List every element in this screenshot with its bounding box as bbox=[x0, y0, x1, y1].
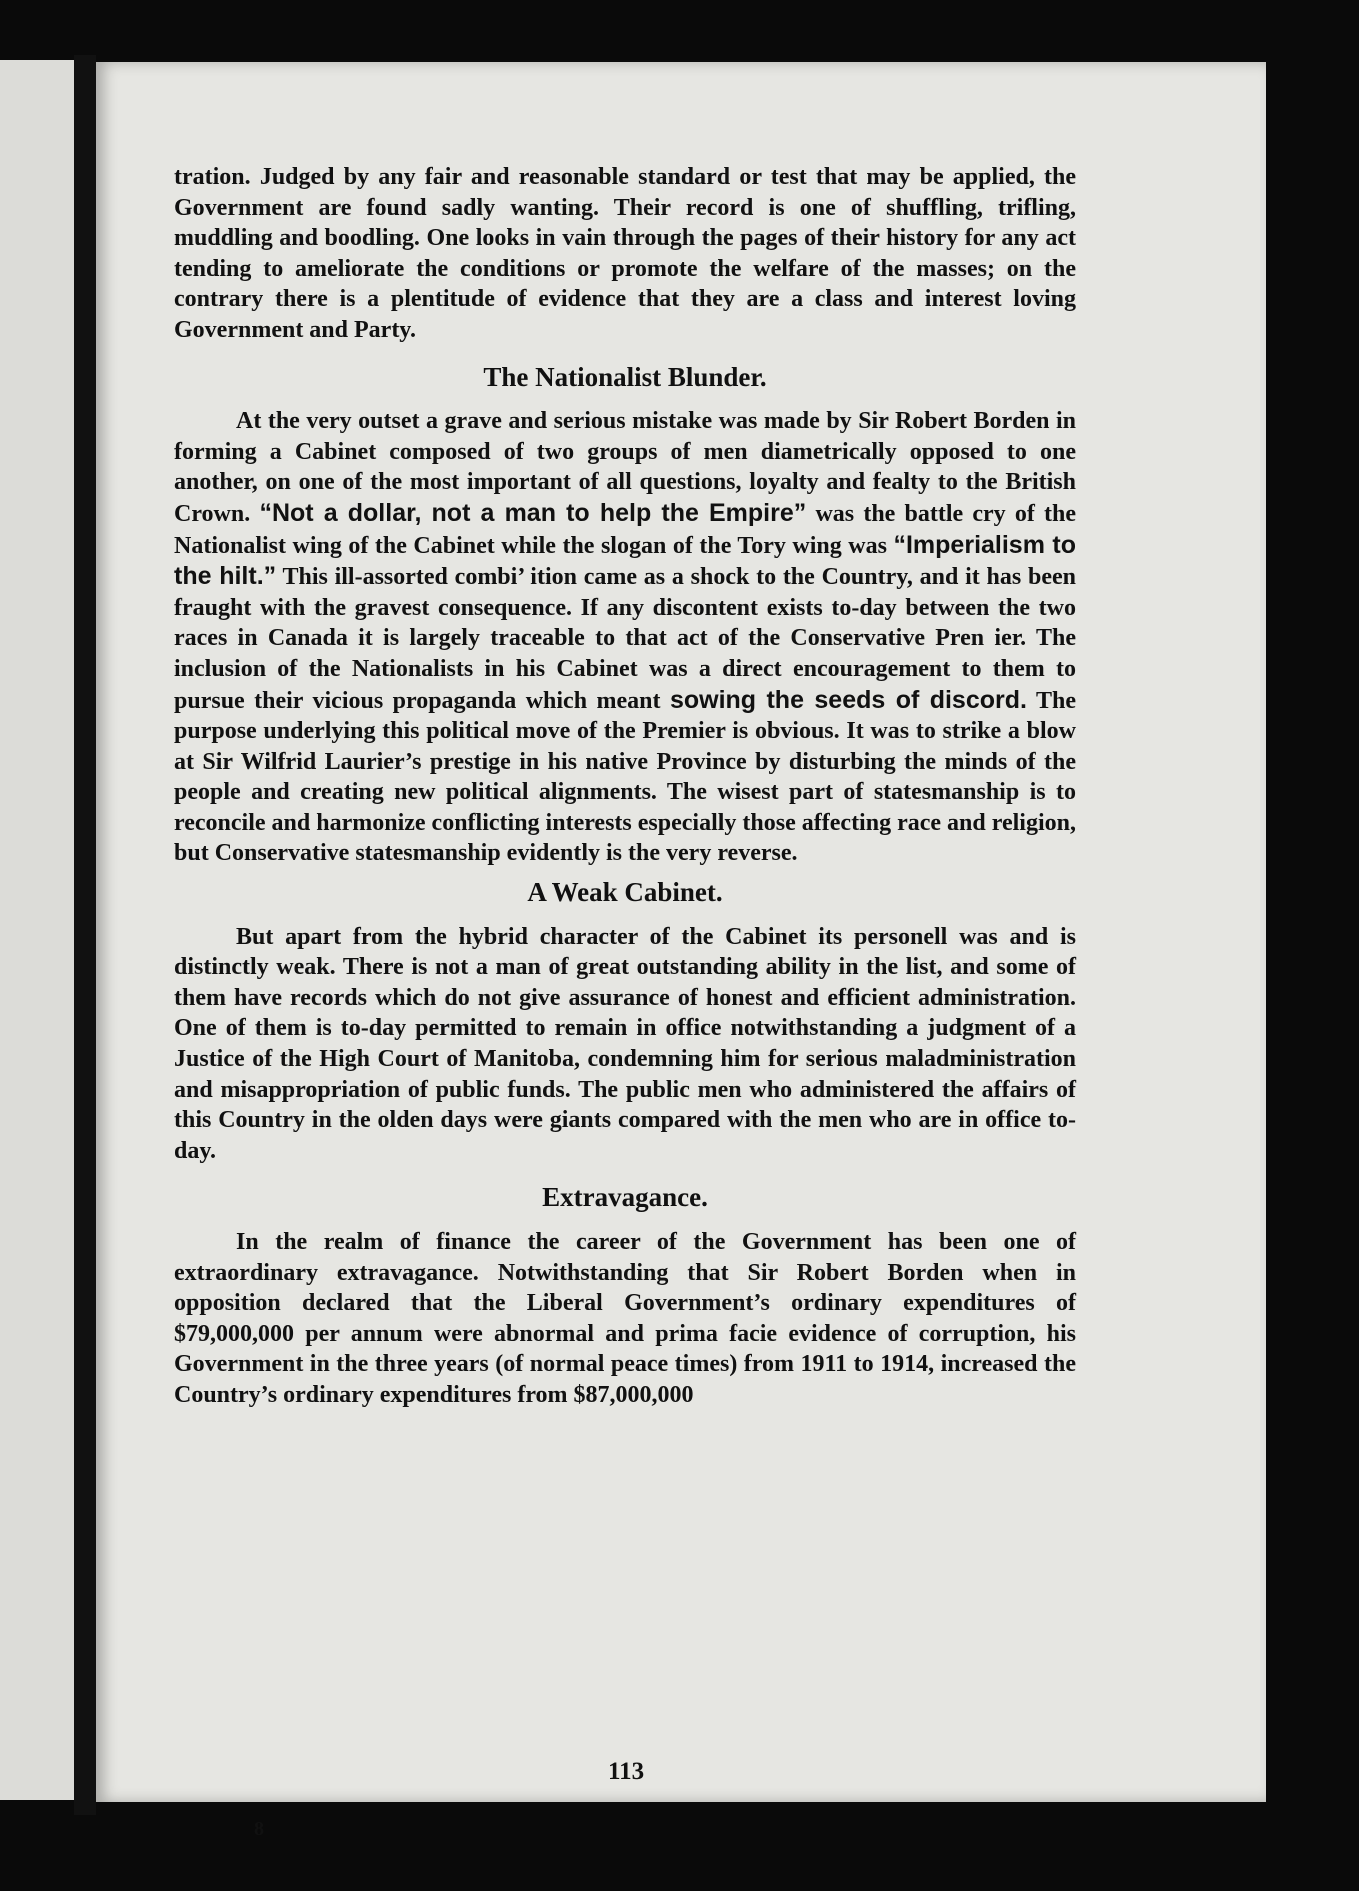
paragraph-1: tration. Judged by any fair and reasonable standard or test that may be applied, the Government are found sadly wanting. Their record is one of shuffling, trifling, muddling and boodling. One looks in vain through the pages of their history for any act tending to ameliorate the conditions or promote the welfare of the masses; on the contrary there is a plentitude of evidence that they are a class and interest loving Government and Party. bbox=[174, 164, 1076, 343]
heading-nationalist-blunder: The Nationalist Blunder. bbox=[483, 361, 767, 392]
paragraph-2-part-3: This ill-assorted combi’ ition came as a shock to the Country, and it has been fraught with the gravest consequence. If any discontent exists to-day between the two races in Canada it is largely traceable to that act of the Conservative Pren ier. The inclusion of the Nationalists in his Cabinet was a direct encouragement to them to pursue their vicious propaganda which meant bbox=[174, 564, 1076, 714]
page-number: 113 bbox=[608, 1758, 645, 1785]
nationalist-slogan: “Not a dollar, not a man to help the Empire” bbox=[259, 498, 807, 527]
paragraph-2-part-4: The purpose underlying this political move of the Premier is obvious. It was to strike a blow at Sir Wilfrid Laurier’s prestige in his native Province by disturbing the minds of the people and creating new political alignments. The wisest part of statesmanship is to reconcile and harmonize conflicting interests especially those affecting race and religion, but Conservative statesmanship evidently is the very reverse. bbox=[174, 687, 1076, 867]
discord-emphasis: sowing the seeds of discord. bbox=[669, 685, 1027, 714]
paragraph-3: But apart from the hybrid character of the Cabinet its personell was and is distinctly weak. There is not a man of great outstanding ability in the list, and some of them have records which do not give assurance of honest and efficient administration. One of them is to-day permitted to remain in office notwithstanding a judgment of a Justice of the High Court of Manitoba, condemning him for serious maladministration and misappropriation of public funds. The public men who administered the affairs of this Country in the olden days were giants compared with the men who are in office to-day. bbox=[174, 923, 1076, 1164]
paragraph-2-part-1: At the very outset a grave and serious mistake was made by Sir Robert Borden in forming a Cabinet composed of two groups of men diametrically opposed to one another, on one of the most important of all questions, loyalty and fealty to the British Crown. bbox=[174, 408, 1076, 527]
paragraph-4: In the realm of finance the career of the Government has been one of extraordinary extravagance. Notwithstanding that Sir Robert Borden when in opposition declared that the Liberal Government’s ordinary expenditures of $79,000,000 per annum were abnormal and prima facie evidence of corruption, his Government in the three years (of normal peace times) from 1911 to 1914, increased the Country’s ordinary expenditures from $87,000,000 bbox=[174, 1229, 1076, 1408]
heading-extravagance: Extravagance. bbox=[542, 1182, 708, 1213]
heading-weak-cabinet: A Weak Cabinet. bbox=[527, 877, 723, 908]
tory-slogan: “Imperialism to the hilt.” bbox=[174, 530, 1076, 591]
paragraph-2-part-2: was the battle cry of the Nationalist wing of the Cabinet while the slogan of the Tory wing was bbox=[174, 500, 1077, 559]
book-spine bbox=[74, 55, 96, 1815]
book-page bbox=[96, 62, 1266, 1840]
facing-page-edge bbox=[0, 60, 74, 1800]
paragraph-2 bbox=[174, 406, 1076, 869]
page-body bbox=[174, 162, 1076, 1411]
signature-mark: 8 bbox=[254, 1818, 264, 1840]
